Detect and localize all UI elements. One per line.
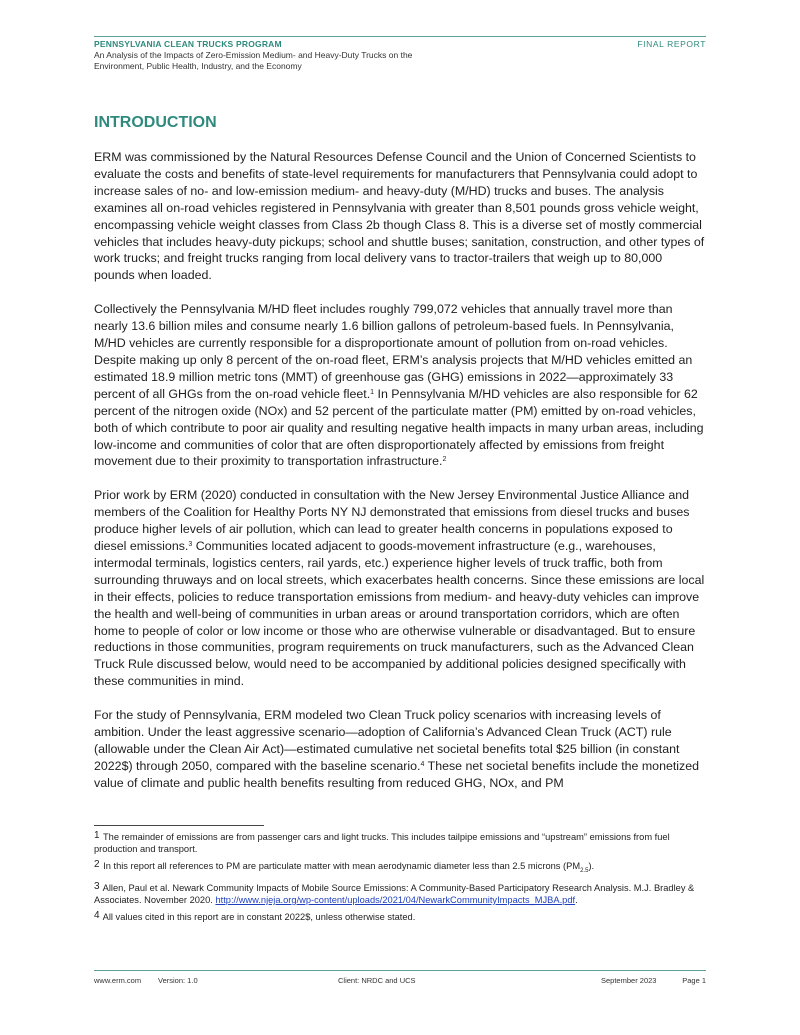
footnote-4 — [94, 910, 706, 923]
header-rule — [94, 36, 706, 37]
footnote-2-subscript: 2.5 — [580, 867, 589, 874]
footnote-2-end: ). — [588, 861, 595, 871]
paragraph-2 — [94, 301, 706, 470]
body-text — [94, 149, 706, 809]
paragraph-2-text-b: In Pennsylvania M/HD vehicles are also responsible for 62 percent of the nitrogen oxide (NOx) and 52 percent of the particulate matter (PM) emitted by on-road vehicles, both of which contribute to poor air quality and resulting negative health impacts in many urban areas, including low-income and communities of color that are often disproportionately affected by emissions from freight movement due to their proximity to transportation infrastructure. — [94, 386, 704, 469]
footer-date: September 2023 — [601, 976, 657, 985]
paragraph-4-text-b: These net societal benefits include the monetized value of climate and public health benefits resulting from reduced GHG, NOx, and PM — [94, 758, 700, 790]
footer-website[interactable]: www.erm.com — [94, 976, 142, 985]
footnote-1 — [94, 830, 706, 855]
footnote-ref-1[interactable]: 1 — [370, 388, 375, 396]
footer-page-number: Page 1 — [682, 976, 706, 985]
footnote-ref-2[interactable]: 2 — [442, 456, 447, 464]
report-type: FINAL REPORT — [637, 39, 706, 49]
program-title: PENNSYLVANIA CLEAN TRUCKS PROGRAM — [94, 39, 282, 49]
paragraph-3-text-b: Communities located adjacent to goods-movement infrastructure (e.g., warehouses, intermodal terminals, logistics centers, rail yards, etc.) experience higher levels of truck traffic, both from surrounding thruways and on local streets, which exacerbates health concerns. Since these emissions are local in their effects, policies to reduce transportation emissions from medium- and heavy-duty vehicles can improve the health and well-being of communities in urban areas or around transportation corridors, which are often home to people of color or low income or those who are otherwise vulnerable or disadvantaged. But to ensure reductions in those communities, program requirements on truck manufacturers, such as the Advanced Clean Truck Rule discussed below, would need to be accompanied by additional policies designed specifically with these communities in mind. — [94, 539, 705, 689]
footnote-3 — [94, 881, 706, 906]
paragraph-3-text-a: Prior work by ERM (2020) conducted in consultation with the New Jersey Environmental Justice Alliance and members of the Coalition for Healthy Ports NY NJ demonstrated that emissions from diesel trucks and buses produce higher levels of air pollution, which can lead to greater health concerns in populations exposed to diesel emissions. — [94, 488, 690, 554]
footnote-2-text: In this report all references to PM are particulate matter with mean aerodynamic diameter less than 2.5 microns (PM — [103, 861, 581, 871]
paragraph-3 — [94, 487, 706, 690]
paragraph-4-text-a: For the study of Pennsylvania, ERM modeled two Clean Truck policy scenarios with increasing levels of ambition. Under the least aggressive scenario—adoption of California’s Advanced Clean Truck (ACT) rule (allowable under the Clean Air Act)—estimated cumulative net societal benefits total $25 billion (in constant 2022$) through 2050, compared with the baseline scenario. — [94, 708, 680, 773]
footnote-4-text: All values cited in this report are in constant 2022$, unless otherwise stated. — [102, 911, 416, 922]
footnote-3-link[interactable]: http://www.njeja.org/wp-content/uploads/2021/04/NewarkCommunityImpacts_MJBA.pdf — [215, 894, 576, 905]
footnote-2-number: 2 — [94, 859, 100, 870]
footnote-3-text: Allen, Paul et al. Newark Community Impacts of Mobile Source Emissions: A Community-Based Participatory Research Analysis. M.J. Bradley & Associates. November 2020. — [94, 882, 695, 905]
section-title: INTRODUCTION — [94, 114, 217, 131]
footer-client: Client: NRDC and UCS — [338, 976, 416, 985]
footer-rule — [94, 970, 706, 971]
footnote-ref-3[interactable]: 3 — [188, 541, 193, 549]
paragraph-4 — [94, 707, 706, 792]
footnote-3-number: 3 — [94, 880, 100, 892]
footer-version: Version: 1.0 — [158, 976, 198, 985]
footnotes — [94, 830, 706, 927]
footnote-1-text: The remainder of emissions are from passenger cars and light trucks. This includes tailpipe emissions and “upstream” emissions from fuel production and transport. — [94, 832, 670, 854]
footnote-1-number: 1 — [94, 830, 100, 841]
paragraph-2-text-a: Collectively the Pennsylvania M/HD fleet includes roughly 799,072 vehicles that annually travel more than nearly 13.6 billion miles and consume nearly 1.6 billion gallons of petroleum-based fuels. In Pennsylvania, M/HD vehicles are currently responsible for a disproportionate amount of pollution from on-road vehicles. Despite making up only 8 percent of the on-road fleet, ERM’s analysis projects that M/HD vehicles emitted an estimated 18.9 million metric tons (MMT) of greenhouse gas (GHG) emissions in 2022—approximately 33 percent of all GHGs from the on-road vehicle fleet. — [94, 302, 693, 401]
report-subtitle: An Analysis of the Impacts of Zero-Emission Medium- and Heavy-Duty Trucks on the Environment, Public Health, Industry, and the Economy — [94, 50, 413, 71]
footnote-4-number: 4 — [94, 909, 100, 921]
footnote-3-end: . — [575, 894, 578, 905]
paragraph-1: ERM was commissioned by the Natural Resources Defense Council and the Union of Concerned Scientists to evaluate the costs and benefits of state-level requirements for manufacturers that Pennsylvania could adopt to increase sales of no- and low-emission medium- and heavy-duty (M/HD) trucks and buses. The analysis examines all on-road vehicles registered in Pennsylvania with greater than 8,501 pounds gross vehicle weight, encompassing vehicle weight classes from Class 2b though Class 8. This is a diverse set of mostly commercial vehicles that includes heavy-duty pickups; school and shuttle buses; sanitation, construction, and other types of work trucks; and freight trucks ranging from local delivery vans to tractor-trailers that weigh up to 80,000 pounds when loaded. — [94, 150, 705, 283]
footnote-ref-4[interactable]: 4 — [420, 760, 425, 768]
footnote-2 — [94, 859, 706, 877]
footnote-separator — [94, 825, 264, 826]
